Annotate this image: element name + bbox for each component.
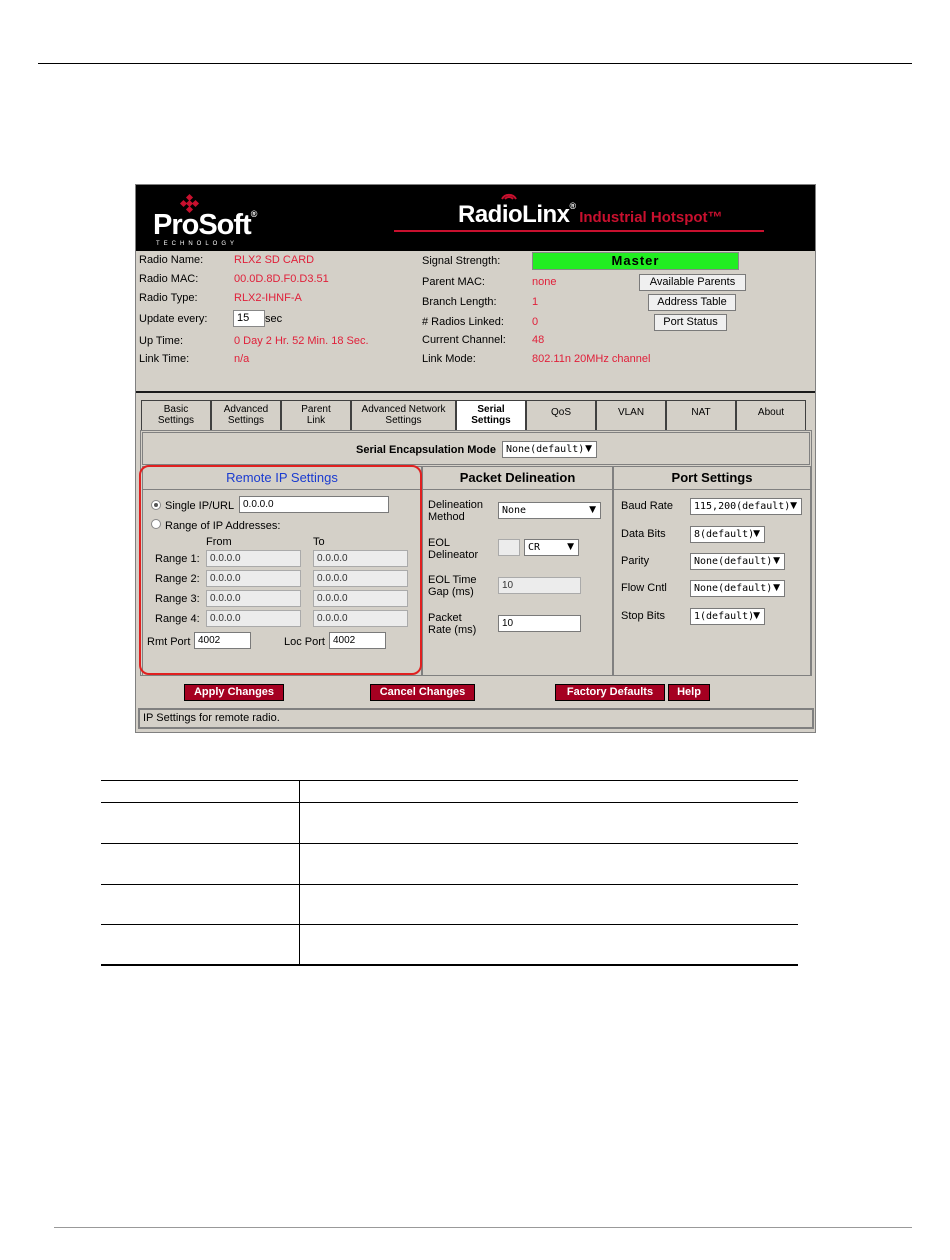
eol-time-gap-label: EOL Time Gap (ms) <box>428 574 477 598</box>
branch-length-value: 1 <box>532 296 539 308</box>
parity-label: Parity <box>621 555 650 567</box>
table-rule <box>101 843 798 844</box>
port-settings-title: Port Settings <box>614 467 810 490</box>
up-time-label: Up Time: <box>139 335 184 347</box>
prosoft-logo: ProSoft® TECHNOLOGY <box>153 193 263 245</box>
chevron-down-icon: ▼ <box>773 556 780 566</box>
range-2-from-input[interactable]: 0.0.0.0 <box>206 570 301 587</box>
link-time-value: n/a <box>234 353 250 365</box>
factory-defaults-button[interactable]: Factory Defaults <box>555 684 665 701</box>
wireless-signal-icon <box>500 190 518 200</box>
radio-mac-label: Radio MAC: <box>139 273 199 285</box>
encapsulation-select[interactable]: None(default) ▼ <box>502 441 597 458</box>
logo-text: ProSoft <box>153 209 251 241</box>
radios-linked-value: 0 <box>532 316 539 328</box>
range-3-from-input[interactable]: 0.0.0.0 <box>206 590 301 607</box>
range-ip-radio[interactable] <box>151 519 161 529</box>
encapsulation-label: Serial Encapsulation Mode <box>356 444 496 456</box>
eol-custom-input[interactable] <box>498 539 520 556</box>
data-bits-select[interactable]: 8(default) ▼ <box>690 526 765 543</box>
range-ip-label: Range of IP Addresses: <box>165 520 281 532</box>
update-unit: sec <box>265 313 283 325</box>
flow-control-label: Flow Cntl <box>621 582 667 594</box>
radio-name-value: RLX2 SD CARD <box>234 254 315 266</box>
port-status-button[interactable]: Port Status <box>654 314 727 331</box>
parity-select[interactable]: None(default) ▼ <box>690 553 785 570</box>
rmt-port-input[interactable]: 4002 <box>194 632 251 649</box>
packet-delineation-panel <box>422 466 613 676</box>
serial-settings-content <box>140 430 812 676</box>
packet-rate-label: Packet Rate (ms) <box>428 612 477 636</box>
footer-rule <box>54 1227 912 1228</box>
available-parents-button[interactable]: Available Parents <box>639 274 746 291</box>
tab-nat[interactable]: NAT <box>666 400 736 430</box>
flow-control-select[interactable]: None(default) ▼ <box>690 580 785 597</box>
range-4-label: Range 4: <box>155 613 200 625</box>
range-1-from-input[interactable]: 0.0.0.0 <box>206 550 301 567</box>
chevron-down-icon: ▼ <box>585 444 592 454</box>
radio-type-label: Radio Type: <box>139 292 198 304</box>
status-message-bar: IP Settings for remote radio. <box>138 708 814 729</box>
stop-bits-select[interactable]: 1(default) ▼ <box>690 608 765 625</box>
tab-advanced-network-settings[interactable]: Advanced Network Settings <box>351 400 456 430</box>
parent-mac-value: none <box>532 276 557 288</box>
chevron-down-icon: ▼ <box>773 583 780 593</box>
data-bits-label: Data Bits <box>621 528 666 540</box>
link-mode-label: Link Mode: <box>422 353 476 365</box>
branch-length-label: Branch Length: <box>422 296 497 308</box>
loc-port-label: Loc Port <box>284 636 325 648</box>
packet-rate-input[interactable]: 10 <box>498 615 581 632</box>
product-subtitle: Industrial Hotspot™ <box>579 209 723 226</box>
range-1-to-input[interactable]: 0.0.0.0 <box>313 550 408 567</box>
loc-port-input[interactable]: 4002 <box>329 632 386 649</box>
delineation-method-select[interactable]: None ▼ <box>498 502 601 519</box>
banner <box>136 185 815 251</box>
delineation-method-label: Delineation Method <box>428 499 484 523</box>
table-rule <box>101 780 798 781</box>
range-1-label: Range 1: <box>155 553 200 565</box>
range-4-to-input[interactable]: 0.0.0.0 <box>313 610 408 627</box>
chevron-down-icon: ▼ <box>567 542 574 552</box>
current-channel-label: Current Channel: <box>422 334 506 346</box>
table-rule <box>101 884 798 885</box>
address-table-button[interactable]: Address Table <box>648 294 736 311</box>
range-2-label: Range 2: <box>155 573 200 585</box>
single-ip-label: Single IP/URL <box>165 500 235 512</box>
range-4-from-input[interactable]: 0.0.0.0 <box>206 610 301 627</box>
radiolinx-config-window <box>135 184 816 733</box>
rmt-port-label: Rmt Port <box>147 636 191 648</box>
current-channel-value: 48 <box>532 334 545 346</box>
stop-bits-label: Stop Bits <box>621 610 666 622</box>
range-3-label: Range 3: <box>155 593 200 605</box>
radio-type-value: RLX2-IHNF-A <box>234 292 302 304</box>
tab-serial-settings[interactable]: Serial Settings <box>456 400 526 431</box>
encapsulation-row <box>142 432 810 465</box>
from-header: From <box>206 536 232 548</box>
link-time-label: Link Time: <box>139 353 190 365</box>
remote-ip-panel <box>142 466 422 676</box>
cancel-changes-button[interactable]: Cancel Changes <box>370 684 475 701</box>
single-ip-input[interactable]: 0.0.0.0 <box>239 496 389 513</box>
port-settings-panel <box>613 466 811 676</box>
apply-changes-button[interactable]: Apply Changes <box>184 684 284 701</box>
chevron-down-icon: ▼ <box>753 529 760 539</box>
tab-advanced-settings[interactable]: Advanced Settings <box>211 400 281 430</box>
packet-delineation-title: Packet Delineation <box>423 467 612 490</box>
chevron-down-icon: ▼ <box>790 501 797 511</box>
help-button[interactable]: Help <box>668 684 710 701</box>
parameter-table <box>101 780 798 966</box>
up-time-value: 0 Day 2 Hr. 52 Min. 18 Sec. <box>234 335 369 347</box>
product-title: RadioLinx® Industrial Hotspot™ <box>458 201 723 228</box>
to-header: To <box>313 536 325 548</box>
table-rule <box>101 802 798 803</box>
baud-rate-label: Baud Rate <box>621 500 673 512</box>
parent-mac-label: Parent MAC: <box>422 276 485 288</box>
banner-underline <box>394 230 764 232</box>
range-3-to-input[interactable]: 0.0.0.0 <box>313 590 408 607</box>
baud-rate-select[interactable]: 115,200(default) ▼ <box>690 498 802 515</box>
update-every-label: Update every: <box>139 313 208 325</box>
chevron-down-icon: ▼ <box>753 611 760 621</box>
tab-parent-link[interactable]: Parent Link <box>281 400 351 430</box>
tab-qos[interactable]: QoS <box>526 400 596 430</box>
product-brand: RadioLinx <box>458 201 570 228</box>
radio-name-label: Radio Name: <box>139 254 204 266</box>
eol-time-gap-input[interactable]: 10 <box>498 577 581 594</box>
signal-strength-bar: Master <box>532 252 739 270</box>
table-column-divider <box>299 780 300 966</box>
radio-mac-value: 00.0D.8D.F0.D3.51 <box>234 273 329 285</box>
header-rule <box>38 63 912 64</box>
chevron-down-icon: ▼ <box>589 505 596 515</box>
range-2-to-input[interactable]: 0.0.0.0 <box>313 570 408 587</box>
status-panel <box>136 251 815 393</box>
eol-delineator-select[interactable]: CR ▼ <box>524 539 579 556</box>
settings-tabs <box>141 400 807 430</box>
tab-vlan[interactable]: VLAN <box>596 400 666 430</box>
tab-about[interactable]: About <box>736 400 806 430</box>
remote-ip-title: Remote IP Settings <box>143 467 421 490</box>
radios-linked-label: # Radios Linked: <box>422 316 504 328</box>
update-interval-input[interactable]: 15 <box>233 310 265 327</box>
single-ip-radio[interactable] <box>151 500 161 510</box>
table-rule <box>101 964 798 966</box>
tab-basic-settings[interactable]: Basic Settings <box>141 400 211 430</box>
logo-subtext: TECHNOLOGY <box>156 241 239 247</box>
table-rule <box>101 924 798 925</box>
signal-strength-label: Signal Strength: <box>422 255 501 267</box>
eol-delineator-label: EOL Delineator <box>428 537 479 561</box>
link-mode-value: 802.11n 20MHz channel <box>532 353 651 365</box>
